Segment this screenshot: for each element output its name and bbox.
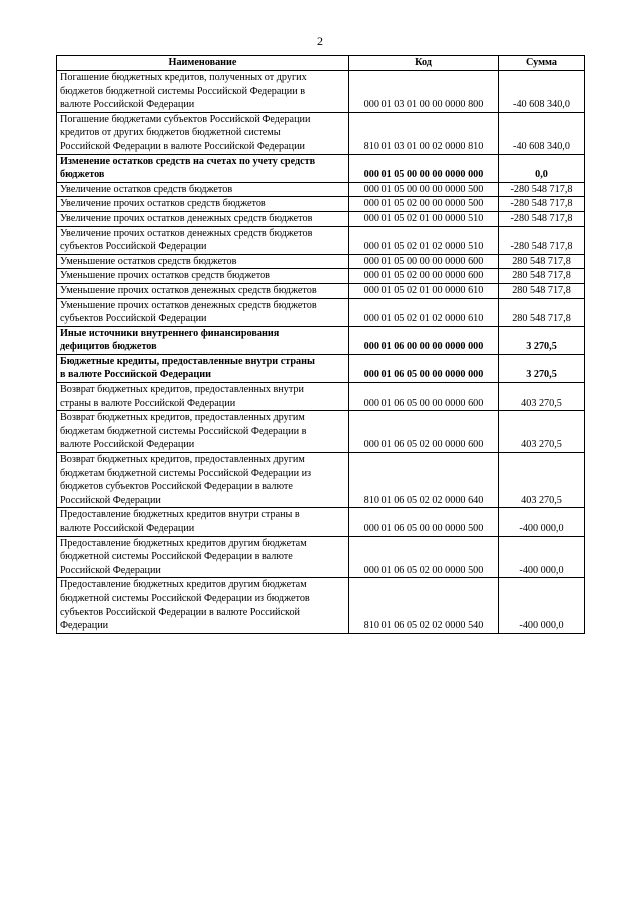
row-sum-cell: -400 000,0 (499, 536, 585, 578)
row-code-cell: 000 01 06 05 00 00 0000 600 (349, 383, 499, 411)
table-row (57, 71, 585, 113)
row-name-cell: Предоставление бюджетных кредитов внутри страны в валюте Российской Федерации (57, 508, 349, 536)
row-sum-cell: -400 000,0 (499, 578, 585, 633)
table-row (57, 211, 585, 226)
table-row (57, 154, 585, 182)
header-code: Код (349, 56, 499, 71)
row-name-cell: Изменение остатков средств на счетах по учету средств бюджетов (57, 154, 349, 182)
table-row (57, 578, 585, 633)
row-code-cell: 000 01 05 02 01 00 0000 510 (349, 211, 499, 226)
row-name-cell: Возврат бюджетных кредитов, предоставленных другим бюджетам бюджетной системы Российской Федерации из бюджетов субъектов Российской Федерации в валюте Российской Федерации (57, 453, 349, 508)
row-sum-cell: 403 270,5 (499, 411, 585, 453)
row-code-cell: 000 01 05 02 01 00 0000 610 (349, 283, 499, 298)
row-name-cell: Предоставление бюджетных кредитов другим бюджетам бюджетной системы Российской Федерации из бюджетов субъектов Российской Федерации в валюте Российской Федерации (57, 578, 349, 633)
row-name-cell: Возврат бюджетных кредитов, предоставленных внутри страны в валюте Российской Федерации (57, 383, 349, 411)
row-code-cell: 810 01 06 05 02 02 0000 640 (349, 453, 499, 508)
row-code-cell: 000 01 05 00 00 00 0000 000 (349, 154, 499, 182)
row-sum-cell: -40 608 340,0 (499, 71, 585, 113)
row-name-cell: Возврат бюджетных кредитов, предоставленных другим бюджетам бюджетной системы Российской Федерации в валюте Российской Федерации (57, 411, 349, 453)
row-name-cell: Уменьшение прочих остатков средств бюджетов (57, 269, 349, 284)
row-code-cell: 000 01 06 05 02 00 0000 600 (349, 411, 499, 453)
row-code-cell: 000 01 05 02 00 00 0000 500 (349, 197, 499, 212)
row-sum-cell: -280 548 717,8 (499, 197, 585, 212)
row-name-cell: Бюджетные кредиты, предоставленные внутри страны в валюте Российской Федерации (57, 354, 349, 382)
row-code-cell: 000 01 05 02 01 02 0000 610 (349, 298, 499, 326)
header-name: Наименование (57, 56, 349, 71)
row-code-cell: 810 01 03 01 00 02 0000 810 (349, 112, 499, 154)
row-name-cell: Иные источники внутреннего финансирования дефицитов бюджетов (57, 326, 349, 354)
table-row (57, 453, 585, 508)
row-code-cell: 000 01 05 02 01 02 0000 510 (349, 226, 499, 254)
budget-sources-table (56, 55, 585, 634)
table-row (57, 354, 585, 382)
table-row (57, 536, 585, 578)
row-sum-cell: 280 548 717,8 (499, 298, 585, 326)
table-row (57, 197, 585, 212)
table-row (57, 298, 585, 326)
row-name-cell: Уменьшение прочих остатков денежных средств бюджетов (57, 283, 349, 298)
row-code-cell: 000 01 05 00 00 00 0000 600 (349, 254, 499, 269)
table-row (57, 226, 585, 254)
row-code-cell: 000 01 03 01 00 00 0000 800 (349, 71, 499, 113)
row-sum-cell: 0,0 (499, 154, 585, 182)
row-code-cell: 000 01 05 02 00 00 0000 600 (349, 269, 499, 284)
row-name-cell: Увеличение прочих остатков денежных средств бюджетов субъектов Российской Федерации (57, 226, 349, 254)
table-row (57, 383, 585, 411)
row-sum-cell: -280 548 717,8 (499, 182, 585, 197)
header-row (57, 56, 585, 71)
row-code-cell: 000 01 06 05 02 00 0000 500 (349, 536, 499, 578)
row-name-cell: Увеличение прочих остатков денежных средств бюджетов (57, 211, 349, 226)
table-row (57, 411, 585, 453)
header-sum: Сумма (499, 56, 585, 71)
table-row (57, 326, 585, 354)
row-code-cell: 000 01 06 05 00 00 0000 000 (349, 354, 499, 382)
table-row (57, 112, 585, 154)
table-row (57, 508, 585, 536)
row-name-cell: Уменьшение прочих остатков денежных средств бюджетов субъектов Российской Федерации (57, 298, 349, 326)
row-sum-cell: -400 000,0 (499, 508, 585, 536)
row-code-cell: 000 01 05 00 00 00 0000 500 (349, 182, 499, 197)
row-name-cell: Погашение бюджетных кредитов, полученных от других бюджетов бюджетной системы Российской Федерации в валюте Российской Федерации (57, 71, 349, 113)
table-row (57, 283, 585, 298)
row-sum-cell: -280 548 717,8 (499, 211, 585, 226)
row-name-cell: Уменьшение остатков средств бюджетов (57, 254, 349, 269)
row-code-cell: 000 01 06 00 00 00 0000 000 (349, 326, 499, 354)
row-sum-cell: 280 548 717,8 (499, 254, 585, 269)
row-name-cell: Предоставление бюджетных кредитов другим бюджетам бюджетной системы Российской Федерации в валюте Российской Федерации (57, 536, 349, 578)
row-code-cell: 810 01 06 05 02 02 0000 540 (349, 578, 499, 633)
row-name-cell: Увеличение остатков средств бюджетов (57, 182, 349, 197)
table-body (57, 71, 585, 634)
page-number: 2 (317, 34, 323, 48)
table-header (57, 56, 585, 71)
table-row (57, 254, 585, 269)
row-sum-cell: 3 270,5 (499, 354, 585, 382)
row-sum-cell: 280 548 717,8 (499, 269, 585, 284)
row-sum-cell: -40 608 340,0 (499, 112, 585, 154)
row-sum-cell: 403 270,5 (499, 383, 585, 411)
row-sum-cell: 3 270,5 (499, 326, 585, 354)
row-name-cell: Погашение бюджетами субъектов Российской Федерации кредитов от других бюджетов бюджетной системы Российской Федерации в валюте Российской Федерации (57, 112, 349, 154)
table-row (57, 269, 585, 284)
row-name-cell: Увеличение прочих остатков средств бюджетов (57, 197, 349, 212)
row-sum-cell: 280 548 717,8 (499, 283, 585, 298)
table-row (57, 182, 585, 197)
row-code-cell: 000 01 06 05 00 00 0000 500 (349, 508, 499, 536)
row-sum-cell: 403 270,5 (499, 453, 585, 508)
row-sum-cell: -280 548 717,8 (499, 226, 585, 254)
